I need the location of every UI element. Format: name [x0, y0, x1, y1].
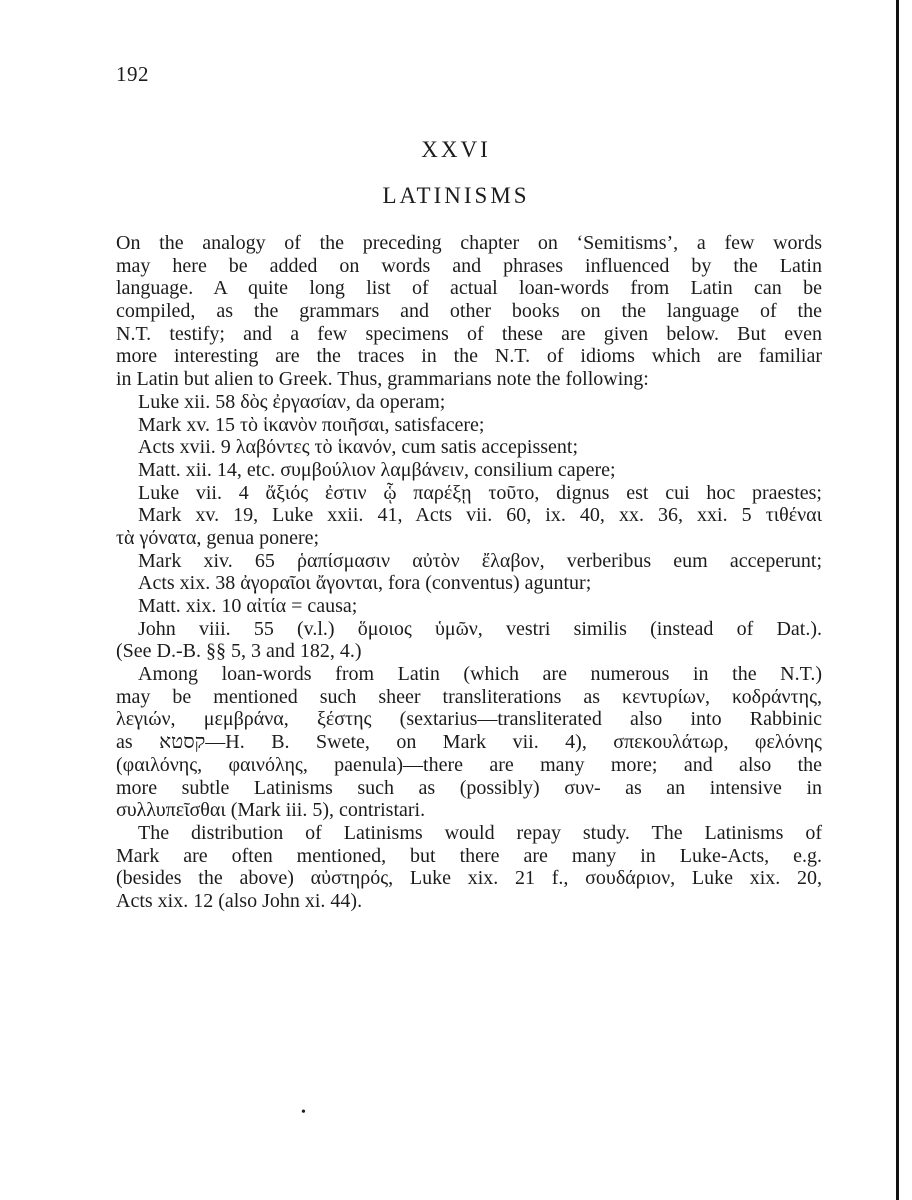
text-line: Mark xv. 15 τὸ ἱκανὸν ποιῆσαι, satisfacere;: [138, 413, 485, 436]
text-line: Matt. xii. 14, etc. συμβούλιον λαμβάνειν, consilium capere;: [138, 458, 616, 481]
text-line: may here be added on words and phrases influenced by the Latin: [116, 254, 822, 277]
text-line: (besides the above) αὐστηρός, Luke xix. 21 f., σουδάριον, Luke xix. 20,: [116, 867, 822, 890]
text-line: may be mentioned such sheer transliterations as κεντυρίων, κοδράντης,: [116, 685, 822, 708]
text-line: more subtle Latinisms such as (possibly) συν- as an intensive in: [116, 776, 822, 799]
text-line: Matt. xix. 10 αἰτία = causa;: [138, 595, 358, 617]
stray-mark: •: [301, 1105, 306, 1120]
text-line: in Latin but alien to Greek. Thus, grammarians note the following:: [116, 368, 649, 391]
text-line: John viii. 55 (v.l.) ὅμοιος ὑμῶν, vestri similis (instead of Dat.).: [138, 617, 822, 640]
text-line: Mark xv. 19, Luke xxii. 41, Acts vii. 60, ix. 40, xx. 36, xxi. 5 τιθέναι: [138, 504, 822, 527]
text-line: Acts xix. 12 (also John xi. 44).: [116, 889, 363, 912]
text-line: συλλυπεῖσθαι (Mark iii. 5), contristari.: [116, 799, 426, 822]
text-line: N.T. testify; and a few specimens of these are given below. But even: [116, 322, 822, 345]
text-line: Luke xii. 58 δὸς ἐργασίαν, da operam;: [138, 390, 446, 413]
text-line: On the analogy of the preceding chapter on ‘Semitisms’, a few words: [116, 232, 822, 254]
text-line: Luke vii. 4 ἄξιός ἐστιν ᾧ παρέξῃ τοῦτο, dignus est cui hoc praestes;: [138, 481, 822, 504]
text-line: compiled, as the grammars and other books on the language of the: [116, 300, 822, 323]
page-number: 192: [116, 62, 149, 86]
text-line: (See D.-B. §§ 5, 3 and 182, 4.): [116, 640, 362, 663]
text-line: Mark xiv. 65 ῥαπίσμασιν αὐτὸν ἔλαβον, verberibus eum acceperunt;: [138, 549, 822, 572]
text-line: τὰ γόνατα, genua ponere;: [116, 526, 320, 549]
text-line: Acts xix. 38 ἀγοραῖοι ἄγονται, fora (conventus) aguntur;: [138, 572, 592, 595]
text-line: Mark are often mentioned, but there are many in Luke-Acts, e.g.: [116, 844, 822, 867]
text-line: Acts xvii. 9 λαβόντες τὸ ἱκανόν, cum satis accepissent;: [138, 436, 579, 459]
chapter-number: XXVI: [421, 137, 491, 162]
text-line: λεγιών, μεμβράνα, ξέστης (sextarius—transliterated also into Rabbinic: [116, 708, 822, 731]
chapter-title: LATINISMS: [382, 183, 530, 208]
body-text: [116, 232, 822, 913]
page-edge-rule: [896, 0, 899, 1200]
text-line: as קסטא—H. B. Swete, on Mark vii. 4), σπεκουλάτωρ, φελόνης: [116, 731, 822, 754]
text-line: (φαιλόνης, φαινόλης, paenula)—there are many more; and also the: [116, 753, 822, 776]
text-line: The distribution of Latinisms would repay study. The Latinisms of: [138, 821, 822, 844]
text-line: more interesting are the traces in the N.T. of idioms which are familiar: [116, 345, 822, 368]
text-line: Among loan-words from Latin (which are numerous in the N.T.): [138, 663, 822, 686]
text-line: language. A quite long list of actual loan-words from Latin can be: [116, 277, 822, 300]
